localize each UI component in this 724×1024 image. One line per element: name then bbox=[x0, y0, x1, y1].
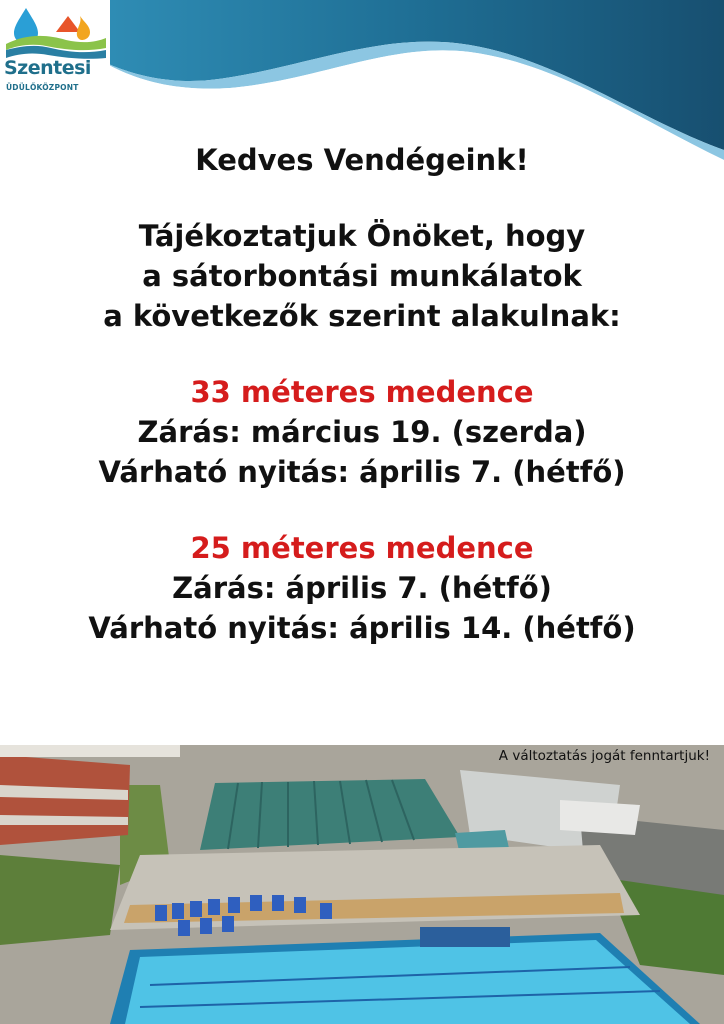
pool-33-closing: Zárás: március 19. (szerda) bbox=[137, 415, 587, 449]
pool-33-opening: Várható nyitás: április 7. (hétfő) bbox=[98, 455, 626, 489]
pool-25-title: 25 méteres medence bbox=[190, 531, 534, 565]
notice-body bbox=[0, 140, 724, 648]
logo-subtitle: ÜDÜLŐKÖZPONT bbox=[6, 83, 79, 92]
greeting: Kedves Vendégeink! bbox=[195, 143, 529, 177]
intro-line-3: a következők szerint alakulnak: bbox=[103, 299, 621, 333]
logo-name: Szentesi bbox=[4, 57, 91, 79]
pool-33-title: 33 méteres medence bbox=[190, 375, 534, 409]
intro-line-2: a sátorbontási munkálatok bbox=[142, 259, 582, 293]
intro-line-1: Tájékoztatjuk Önöket, hogy bbox=[138, 219, 586, 253]
pool-25-closing: Zárás: április 7. (hétfő) bbox=[172, 571, 552, 605]
pool-25-opening: Várható nyitás: április 14. (hétfő) bbox=[88, 611, 636, 645]
pool-aerial-photo bbox=[0, 745, 724, 1024]
brand-logo bbox=[2, 0, 110, 102]
disclaimer-note: A változtatás jogát fenntartjuk! bbox=[498, 748, 710, 764]
logo-emblem-icon bbox=[6, 2, 106, 60]
